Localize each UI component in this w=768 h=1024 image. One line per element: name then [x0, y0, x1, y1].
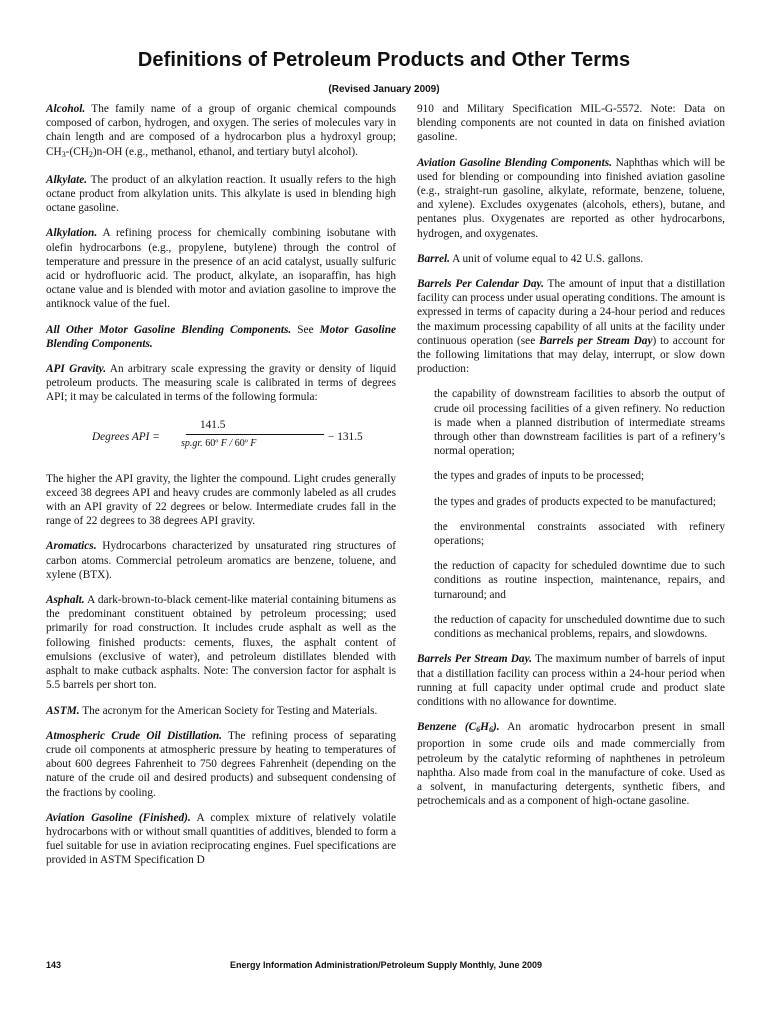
term-astm: ASTM. — [46, 704, 80, 717]
def-all-other-see: See — [291, 323, 320, 336]
def-benzene: An aromatic hydrocarbon present in small proportion in some crude oils and made commercially from petroleum by the catalytic reforming of naphthenes in petroleum naphtha. Also made from coal in the manufacture of coke. Used as a solvent, in manufacturing detergents, synthetic fibers, and petrochemicals and as a component of high-octane gasoline. — [417, 721, 725, 808]
api-formula — [46, 416, 396, 464]
def-alcohol-b: -(CH — [65, 145, 89, 158]
entry-api-gravity-cont: The higher the API gravity, the lighter the compound. Light crudes generally exceed 38 degrees API and heavy crudes are commonly labeled as all crudes with an API gravity of 22 degrees or below. Intermediate crudes fall in the range of 22 degrees to 38 degrees API gravity. — [46, 472, 396, 528]
formula-den-e: F — [247, 437, 257, 449]
def-barrel: A unit of volume equal to 42 U.S. gallons. — [449, 252, 644, 265]
term-bpsd: Barrels Per Stream Day. — [417, 653, 532, 666]
term-aviation-finished: Aviation Gasoline (Finished). — [46, 811, 191, 824]
entry-bpsd — [417, 652, 725, 709]
term-benzene-b: H — [480, 721, 489, 734]
formula-den-d: 60º — [234, 437, 248, 449]
entry-benzene — [417, 720, 725, 808]
term-benzene-c: ). — [492, 721, 500, 734]
term-api-gravity: API Gravity. — [46, 363, 107, 376]
formula-den-a: sp.gr. — [181, 437, 206, 449]
term-barrel: Barrel. — [417, 252, 450, 265]
formula-den-c: F / — [218, 437, 235, 449]
def-bpcd-b: ) to account for the following limitations that may delay, interrupt, or slow down production: — [417, 334, 725, 376]
footer-source: Energy Information Administration/Petroleum Supply Monthly, June 2009 — [229, 960, 543, 970]
right-column — [417, 102, 725, 819]
list-item: the types and grades of inputs to be processed; — [434, 470, 645, 483]
def-bpcd-a: The amount of input that a distillation facility can process under usual operating conditions. The amount is expressed in terms of capacity during a 24-hour period and reduces the maximum processing capability of all units at the facility under continuous operation (see — [417, 278, 725, 347]
left-column — [46, 102, 396, 879]
entry-aviation-blending — [417, 156, 725, 241]
term-alcohol: Alcohol. — [46, 103, 86, 115]
entry-asphalt — [46, 593, 396, 692]
page-subtitle: (Revised January 2009) — [328, 84, 440, 95]
list-item: the reduction of capacity for unscheduled downtime due to such conditions as mechanical problems, repairs, and slowdowns. — [434, 613, 725, 641]
entry-aromatics — [46, 539, 396, 582]
term-benzene-sub-b: 6 — [488, 725, 493, 735]
def-aromatics: Hydrocarbons characterized by unsaturated ring structures of carbon atoms. Commercial petroleum aromatics are benzene, toluene, and xylene (BTX). — [46, 540, 396, 581]
term-asphalt: Asphalt. — [46, 594, 85, 607]
def-api-gravity: An arbitrary scale expressing the gravity or density of liquid petroleum products. The measuring scale is calibrated in terms of degrees API; it may be calculated in terms of the following formula: — [46, 363, 396, 404]
def-alcohol-sub-a: 3 — [61, 149, 66, 159]
list-item: the environmental constraints associated with refinery operations; — [434, 520, 725, 548]
term-aromatics: Aromatics. — [46, 540, 97, 553]
term-aviation-blending: Aviation Gasoline Blending Components. — [417, 156, 612, 169]
page-title: Definitions of Petroleum Products and Other Terms — [137, 49, 631, 71]
entry-api-gravity — [46, 362, 396, 405]
list-item: the capability of downstream facilities to absorb the output of crude oil processing facilities of a given refinery. No reduction is made when a planned distribution of intermediate streams through other than downstream facilities is part of a refinery’s normal operation; — [434, 388, 725, 458]
term-atmospheric: Atmospheric Crude Oil Distillation. — [46, 729, 222, 742]
entry-atmospheric — [46, 729, 396, 800]
term-alkylate: Alkylate. — [46, 173, 88, 186]
entry-alkylate — [46, 173, 396, 216]
def-asphalt: A dark-brown-to-black cement-like material containing bitumens as the predominant constituent obtained by petroleum processing; used primarily for road construction. It includes crude asphalt as well as the following finished products: cements, fluxes, the asphalt content of emulsions (exclusive of water), and petroleum distillates blended with asphalt to make cutback asphalts. Note: The conversion factor for asphalt is 5.5 barrels per short ton. — [46, 594, 396, 692]
def-atmospheric: The refining process of separating crude oil components at atmospheric pressure by heating to temperatures of about 600 degrees Fahrenheit to 750 degrees Fahrenheit (depending on the nature of the crude oil and desired products) and subsequent condensing of the fractions by cooling. — [46, 729, 396, 799]
term-alkylation: Alkylation. — [46, 227, 98, 240]
entry-all-other — [46, 323, 396, 351]
entry-bpcd — [417, 277, 725, 376]
list-item: the types and grades of products expected to be manufactured; — [434, 495, 717, 508]
formula-den-b: 60º — [205, 437, 219, 449]
entry-alkylation — [46, 226, 396, 311]
entry-astm — [46, 704, 396, 718]
term-benzene-a: Benzene (C — [417, 721, 477, 734]
def-alkylate: The product of an alkylation reaction. It usually refers to the high octane product from alkylation units. This alkylate is used in blending high octane gasoline. — [46, 173, 396, 215]
def-bpsd: The maximum number of barrels of input that a distillation facility can process within a 24-hour period when running at full capacity under optimal crude and product slate conditions with no allowance for downtime. — [417, 653, 725, 708]
def-alcohol-c: )n-OH (e.g., methanol, ethanol, and tertiary butyl alcohol). — [92, 145, 359, 158]
term-bpcd: Barrels Per Calendar Day. — [417, 278, 544, 291]
def-aviation-finished: A complex mixture of relatively volatile hydrocarbons with or without small quantities of additives, blended to form a fuel suitable for use in aviation reciprocating engines. Fuel specifications are provided in ASTM Specification D — [46, 811, 396, 867]
formula-numerator: 141.5 — [200, 418, 226, 431]
entry-barrel — [417, 252, 725, 266]
formula-denominator — [181, 437, 256, 451]
limitations-list — [434, 387, 725, 641]
formula-fraction-bar — [186, 434, 324, 435]
def-alcohol-a: The family name of a group of organic chemical compounds composed of carbon, hydrogen, and oxygen. The series of molecules vary in chain length and are composed of a hydrocarbon plus a hydroxyl group; CH — [46, 103, 396, 158]
entry-aviation-finished-cont: 910 and Military Specification MIL-G-5572. Note: Data on blending components are not counted in data on finished aviation gasoline. — [417, 103, 725, 144]
entry-alcohol — [46, 102, 396, 162]
def-alcohol-sub-b: 2 — [88, 149, 93, 159]
def-astm: The acronym for the American Society for Testing and Materials. — [79, 704, 378, 717]
formula-left: Degrees API = — [92, 430, 160, 443]
term-benzene-sub-a: 6 — [476, 725, 481, 735]
def-bpcd-ref: Barrels per Stream Day — [539, 334, 653, 347]
def-alkylation: A refining process for chemically combining isobutane with olefin hydrocarbons (e.g., propylene, butylene) through the control of temperature and pressure in the presence of an acid catalyst, usually sulfuric acid or hydrofluoric acid. The product, alkylate, an isoparaffin, has high octane value and is blended with motor and aviation gasoline to improve the antiknock value of the fuel. — [46, 227, 396, 311]
formula-right: − 131.5 — [328, 430, 363, 443]
page-number: 143 — [46, 960, 62, 970]
list-item: the reduction of capacity for scheduled downtime due to such conditions as routine inspection, maintenance, repairs, and turnaround; and — [434, 560, 725, 601]
def-all-other-ref: Motor Gasoline Blending Components. — [46, 323, 396, 350]
term-all-other: All Other Motor Gasoline Blending Components. — [46, 323, 292, 336]
def-aviation-blending: Naphthas which will be used for blending or compounding into finished aviation gasoline (e.g., straight-run gasoline, alkylate, reformate, benzene, toluene, and xylene). Excludes oxygenates (alcohols, ethers), butane, and pentanes plus. Oxygenates are reported as other hydrocarbons, hydrogen, and oxygenates. — [417, 156, 725, 240]
entry-aviation-finished — [46, 811, 396, 868]
